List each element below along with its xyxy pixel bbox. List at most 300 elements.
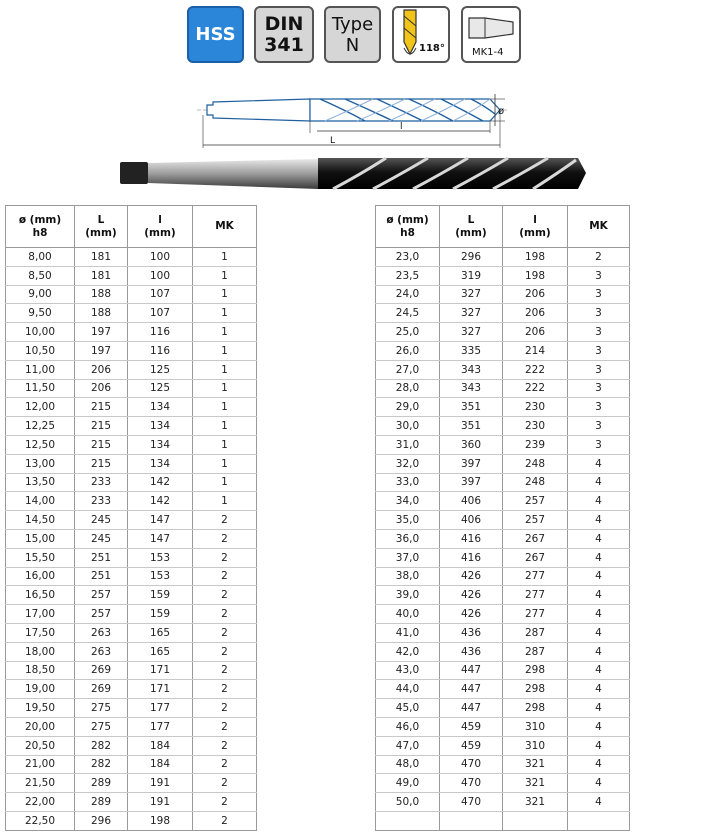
table-cell: 48,0 (376, 755, 440, 774)
table-cell: 4 (568, 454, 630, 473)
table-cell: 27,0 (376, 360, 440, 379)
table-cell: 4 (568, 699, 630, 718)
table-cell: 406 (440, 492, 503, 511)
table-cell: 188 (75, 285, 128, 304)
table-cell: 3 (568, 435, 630, 454)
table-cell: 251 (75, 548, 128, 567)
table-cell: 277 (503, 586, 568, 605)
table-cell: 397 (440, 473, 503, 492)
table-cell: 142 (128, 492, 193, 511)
table-cell: 298 (503, 680, 568, 699)
table-cell: 25,0 (376, 323, 440, 342)
table-cell: 282 (75, 755, 128, 774)
table-cell: 206 (503, 304, 568, 323)
table-cell: 21,50 (6, 774, 75, 793)
table-cell: 3 (568, 398, 630, 417)
table-row (6, 285, 257, 304)
table-cell: 45,0 (376, 699, 440, 718)
table-cell: 3 (568, 323, 630, 342)
table-cell: 2 (193, 774, 257, 793)
table-cell: 321 (503, 755, 568, 774)
table-cell: 177 (128, 699, 193, 718)
table-row (376, 398, 630, 417)
table-cell: 287 (503, 642, 568, 661)
table-row (376, 341, 630, 360)
table-cell: 188 (75, 304, 128, 323)
din-badge (254, 6, 314, 63)
table-cell: 343 (440, 360, 503, 379)
table-cell: 2 (193, 793, 257, 812)
table-cell: 36,0 (376, 529, 440, 548)
table-cell: 34,0 (376, 492, 440, 511)
table-cell: 2 (193, 605, 257, 624)
table-cell: 269 (75, 661, 128, 680)
col-header-total-length: L (mm) (75, 206, 128, 248)
table-cell: 263 (75, 642, 128, 661)
table-cell: 4 (568, 661, 630, 680)
table-cell: 257 (503, 511, 568, 530)
table-cell (440, 811, 503, 830)
table-cell: 21,00 (6, 755, 75, 774)
table-row (6, 511, 257, 530)
table-cell: 222 (503, 379, 568, 398)
table-cell: 1 (193, 398, 257, 417)
table-cell: 2 (193, 586, 257, 605)
table-row (6, 379, 257, 398)
table-cell (376, 811, 440, 830)
table-cell: 8,00 (6, 248, 75, 267)
table-cell: 248 (503, 454, 568, 473)
table-cell: 1 (193, 360, 257, 379)
table-cell: 275 (75, 717, 128, 736)
table-cell: 1 (193, 285, 257, 304)
table-cell: 142 (128, 473, 193, 492)
table-row (376, 680, 630, 699)
table-cell: 125 (128, 360, 193, 379)
table-cell: 275 (75, 699, 128, 718)
table-row (376, 285, 630, 304)
table-cell: 107 (128, 285, 193, 304)
table-cell: 12,50 (6, 435, 75, 454)
table-cell: 31,0 (376, 435, 440, 454)
table-cell: 214 (503, 341, 568, 360)
table-cell: 198 (128, 811, 193, 830)
table-cell: 134 (128, 417, 193, 436)
table-cell: 41,0 (376, 623, 440, 642)
table-cell: 267 (503, 529, 568, 548)
table-cell: 26,0 (376, 341, 440, 360)
table-cell: 147 (128, 529, 193, 548)
table-cell: 215 (75, 398, 128, 417)
table-cell: 35,0 (376, 511, 440, 530)
table-cell: 447 (440, 699, 503, 718)
table-row (376, 454, 630, 473)
table-row (376, 492, 630, 511)
table-cell (503, 811, 568, 830)
table-row (376, 266, 630, 285)
table-cell: 2 (193, 680, 257, 699)
table-cell: 4 (568, 736, 630, 755)
table-cell: 2 (193, 548, 257, 567)
table-row (6, 323, 257, 342)
table-cell: 4 (568, 511, 630, 530)
col-header-diameter: ø (mm) h8 (376, 206, 440, 248)
table-cell: 4 (568, 774, 630, 793)
table-cell: 2 (193, 699, 257, 718)
table-cell: 1 (193, 341, 257, 360)
table-cell: 239 (503, 435, 568, 454)
table-cell: 222 (503, 360, 568, 379)
table-cell: 4 (568, 492, 630, 511)
table-cell: 19,00 (6, 680, 75, 699)
table-row (6, 248, 257, 267)
table-row (376, 567, 630, 586)
table-cell: 24,5 (376, 304, 440, 323)
table-cell: 289 (75, 793, 128, 812)
table-cell: 198 (503, 248, 568, 267)
table-cell: 177 (128, 717, 193, 736)
table-row (376, 511, 630, 530)
table-cell: 46,0 (376, 717, 440, 736)
table-row (376, 435, 630, 454)
table-cell: 147 (128, 511, 193, 530)
table-row (6, 529, 257, 548)
table-cell: 37,0 (376, 548, 440, 567)
din-label: DIN (264, 12, 304, 35)
table-cell: 23,5 (376, 266, 440, 285)
table-cell: 1 (193, 492, 257, 511)
table-cell: 30,0 (376, 417, 440, 436)
table-row (6, 567, 257, 586)
table-cell: 181 (75, 248, 128, 267)
table-cell: 426 (440, 605, 503, 624)
table-cell: 116 (128, 341, 193, 360)
table-row (6, 548, 257, 567)
table-cell: 2 (193, 511, 257, 530)
table-cell: 416 (440, 529, 503, 548)
type-badge (324, 6, 381, 63)
table-cell: 20,00 (6, 717, 75, 736)
table-cell: 2 (193, 623, 257, 642)
table-cell: 165 (128, 623, 193, 642)
table-row (6, 699, 257, 718)
table-cell: 24,0 (376, 285, 440, 304)
table-cell: 215 (75, 435, 128, 454)
taper-label: MK1-4 (472, 47, 504, 58)
table-cell: 230 (503, 398, 568, 417)
table-cell: 11,50 (6, 379, 75, 398)
col-header-morse-taper: MK (193, 206, 257, 248)
table-cell: 11,00 (6, 360, 75, 379)
table-cell: 3 (568, 304, 630, 323)
table-cell: 10,50 (6, 341, 75, 360)
table-row (376, 623, 630, 642)
table-cell: 327 (440, 323, 503, 342)
table-cell: 28,0 (376, 379, 440, 398)
table-cell: 277 (503, 567, 568, 586)
table-cell: 1 (193, 379, 257, 398)
table-cell: 191 (128, 793, 193, 812)
table-row (376, 323, 630, 342)
table-cell: 245 (75, 529, 128, 548)
table-cell: 289 (75, 774, 128, 793)
table-cell: 4 (568, 717, 630, 736)
table-cell: 447 (440, 661, 503, 680)
table-cell: 230 (503, 417, 568, 436)
table-cell: 3 (568, 266, 630, 285)
table-row (376, 586, 630, 605)
table-cell: 2 (193, 717, 257, 736)
col-header-flute-length: l (mm) (503, 206, 568, 248)
table-cell: 181 (75, 266, 128, 285)
table-row (376, 793, 630, 812)
table-cell: 206 (503, 285, 568, 304)
table-cell: 321 (503, 774, 568, 793)
table-cell: 197 (75, 323, 128, 342)
table-cell: 327 (440, 285, 503, 304)
table-header-row (6, 206, 257, 248)
table-cell: 327 (440, 304, 503, 323)
table-cell: 44,0 (376, 680, 440, 699)
table-cell: 321 (503, 793, 568, 812)
table-cell: 18,50 (6, 661, 75, 680)
table-row (376, 774, 630, 793)
table-row (6, 341, 257, 360)
table-cell: 257 (75, 586, 128, 605)
table-cell: 215 (75, 417, 128, 436)
table-row (6, 755, 257, 774)
table-cell: 198 (503, 266, 568, 285)
table-cell: 257 (75, 605, 128, 624)
table-cell: 3 (568, 341, 630, 360)
table-cell: 4 (568, 680, 630, 699)
table-cell: 13,50 (6, 473, 75, 492)
table-cell: 1 (193, 417, 257, 436)
diameter-symbol: ø (498, 106, 505, 117)
table-row (6, 623, 257, 642)
table-cell: 2 (193, 811, 257, 830)
table-row (6, 417, 257, 436)
table-cell: 4 (568, 529, 630, 548)
table-cell (568, 811, 630, 830)
table-cell: 20,50 (6, 736, 75, 755)
table-row (376, 717, 630, 736)
table-cell: 269 (75, 680, 128, 699)
table-cell: 22,00 (6, 793, 75, 812)
left-table-body (6, 248, 257, 831)
table-cell: 184 (128, 736, 193, 755)
table-cell: 19,50 (6, 699, 75, 718)
table-row (6, 398, 257, 417)
table-row (6, 454, 257, 473)
table-header-row (376, 206, 630, 248)
point-angle-badge (392, 6, 450, 63)
table-cell: 43,0 (376, 661, 440, 680)
table-cell: 171 (128, 661, 193, 680)
table-cell: 3 (568, 417, 630, 436)
table-cell: 9,50 (6, 304, 75, 323)
table-cell: 197 (75, 341, 128, 360)
table-cell: 267 (503, 548, 568, 567)
taper-shank-badge (461, 6, 521, 63)
table-cell: 406 (440, 511, 503, 530)
table-cell: 42,0 (376, 642, 440, 661)
col-header-morse-taper: MK (568, 206, 630, 248)
table-cell: 470 (440, 793, 503, 812)
table-cell: 184 (128, 755, 193, 774)
table-cell: 1 (193, 323, 257, 342)
table-cell: 298 (503, 661, 568, 680)
table-row (6, 680, 257, 699)
table-cell: 436 (440, 642, 503, 661)
table-cell: 4 (568, 567, 630, 586)
table-cell: 257 (503, 492, 568, 511)
table-cell: 29,0 (376, 398, 440, 417)
din-number: 341 (264, 33, 304, 56)
table-cell: 1 (193, 454, 257, 473)
table-cell: 159 (128, 586, 193, 605)
table-cell: 277 (503, 605, 568, 624)
drill-photo (118, 155, 588, 195)
table-cell: 426 (440, 567, 503, 586)
table-cell: 4 (568, 755, 630, 774)
table-cell: 12,00 (6, 398, 75, 417)
col-header-flute-length: l (mm) (128, 206, 193, 248)
table-cell: 351 (440, 417, 503, 436)
table-row (6, 642, 257, 661)
table-cell: 4 (568, 623, 630, 642)
table-cell: 459 (440, 717, 503, 736)
table-cell: 233 (75, 473, 128, 492)
table-cell: 4 (568, 586, 630, 605)
table-cell: 296 (75, 811, 128, 830)
table-row (6, 304, 257, 323)
table-row (376, 605, 630, 624)
table-cell: 23,0 (376, 248, 440, 267)
table-cell: 38,0 (376, 567, 440, 586)
table-cell: 14,50 (6, 511, 75, 530)
table-cell: 426 (440, 586, 503, 605)
table-cell: 319 (440, 266, 503, 285)
table-row (376, 473, 630, 492)
table-cell: 4 (568, 548, 630, 567)
table-cell: 107 (128, 304, 193, 323)
table-cell: 191 (128, 774, 193, 793)
table-cell: 4 (568, 605, 630, 624)
table-cell: 233 (75, 492, 128, 511)
table-cell: 298 (503, 699, 568, 718)
table-cell: 100 (128, 266, 193, 285)
right-table-body (376, 248, 630, 831)
table-cell: 459 (440, 736, 503, 755)
table-cell: 310 (503, 736, 568, 755)
table-cell: 1 (193, 248, 257, 267)
table-row (6, 793, 257, 812)
table-cell: 4 (568, 473, 630, 492)
table-cell: 1 (193, 473, 257, 492)
table-row (6, 492, 257, 511)
table-cell: 470 (440, 755, 503, 774)
table-row (6, 736, 257, 755)
table-cell: 50,0 (376, 793, 440, 812)
col-header-total-length: L (mm) (440, 206, 503, 248)
table-row (6, 435, 257, 454)
table-cell: 171 (128, 680, 193, 699)
table-cell: 9,00 (6, 285, 75, 304)
table-cell: 134 (128, 454, 193, 473)
table-cell: 8,50 (6, 266, 75, 285)
table-cell: 1 (193, 304, 257, 323)
table-row (6, 473, 257, 492)
table-cell: 436 (440, 623, 503, 642)
table-cell: 4 (568, 793, 630, 812)
table-row (6, 605, 257, 624)
drill-technical-drawing (195, 88, 525, 153)
table-cell: 159 (128, 605, 193, 624)
table-cell: 206 (75, 360, 128, 379)
table-cell: 470 (440, 774, 503, 793)
table-cell: 251 (75, 567, 128, 586)
table-row (376, 304, 630, 323)
total-length-label: L (330, 136, 336, 146)
table-cell: 4 (568, 642, 630, 661)
table-row (6, 774, 257, 793)
table-cell: 215 (75, 454, 128, 473)
table-cell: 2 (193, 567, 257, 586)
table-cell: 343 (440, 379, 503, 398)
table-cell: 134 (128, 398, 193, 417)
table-cell: 263 (75, 623, 128, 642)
table-cell: 100 (128, 248, 193, 267)
table-cell: 310 (503, 717, 568, 736)
table-cell: 2 (193, 529, 257, 548)
table-cell: 3 (568, 379, 630, 398)
table-cell: 17,50 (6, 623, 75, 642)
left-size-table (5, 205, 257, 831)
table-row (376, 661, 630, 680)
table-cell: 287 (503, 623, 568, 642)
table-row (376, 736, 630, 755)
table-row (6, 811, 257, 830)
table-row (6, 661, 257, 680)
flute-length-label: l (400, 122, 403, 132)
table-cell: 2 (193, 642, 257, 661)
table-cell: 14,00 (6, 492, 75, 511)
table-cell: 15,00 (6, 529, 75, 548)
table-row (376, 360, 630, 379)
table-row (6, 717, 257, 736)
table-cell: 49,0 (376, 774, 440, 793)
point-angle-label: 118° (419, 43, 445, 54)
table-row (376, 755, 630, 774)
table-cell: 206 (75, 379, 128, 398)
table-row (376, 811, 630, 830)
table-cell: 206 (503, 323, 568, 342)
table-cell: 248 (503, 473, 568, 492)
table-cell: 3 (568, 360, 630, 379)
table-cell: 47,0 (376, 736, 440, 755)
type-label: Type (331, 13, 374, 35)
table-row (376, 417, 630, 436)
table-cell: 116 (128, 323, 193, 342)
hss-badge (187, 6, 244, 63)
table-cell: 2 (193, 736, 257, 755)
table-row (376, 642, 630, 661)
table-cell: 397 (440, 454, 503, 473)
table-cell: 39,0 (376, 586, 440, 605)
table-cell: 153 (128, 567, 193, 586)
table-cell: 125 (128, 379, 193, 398)
